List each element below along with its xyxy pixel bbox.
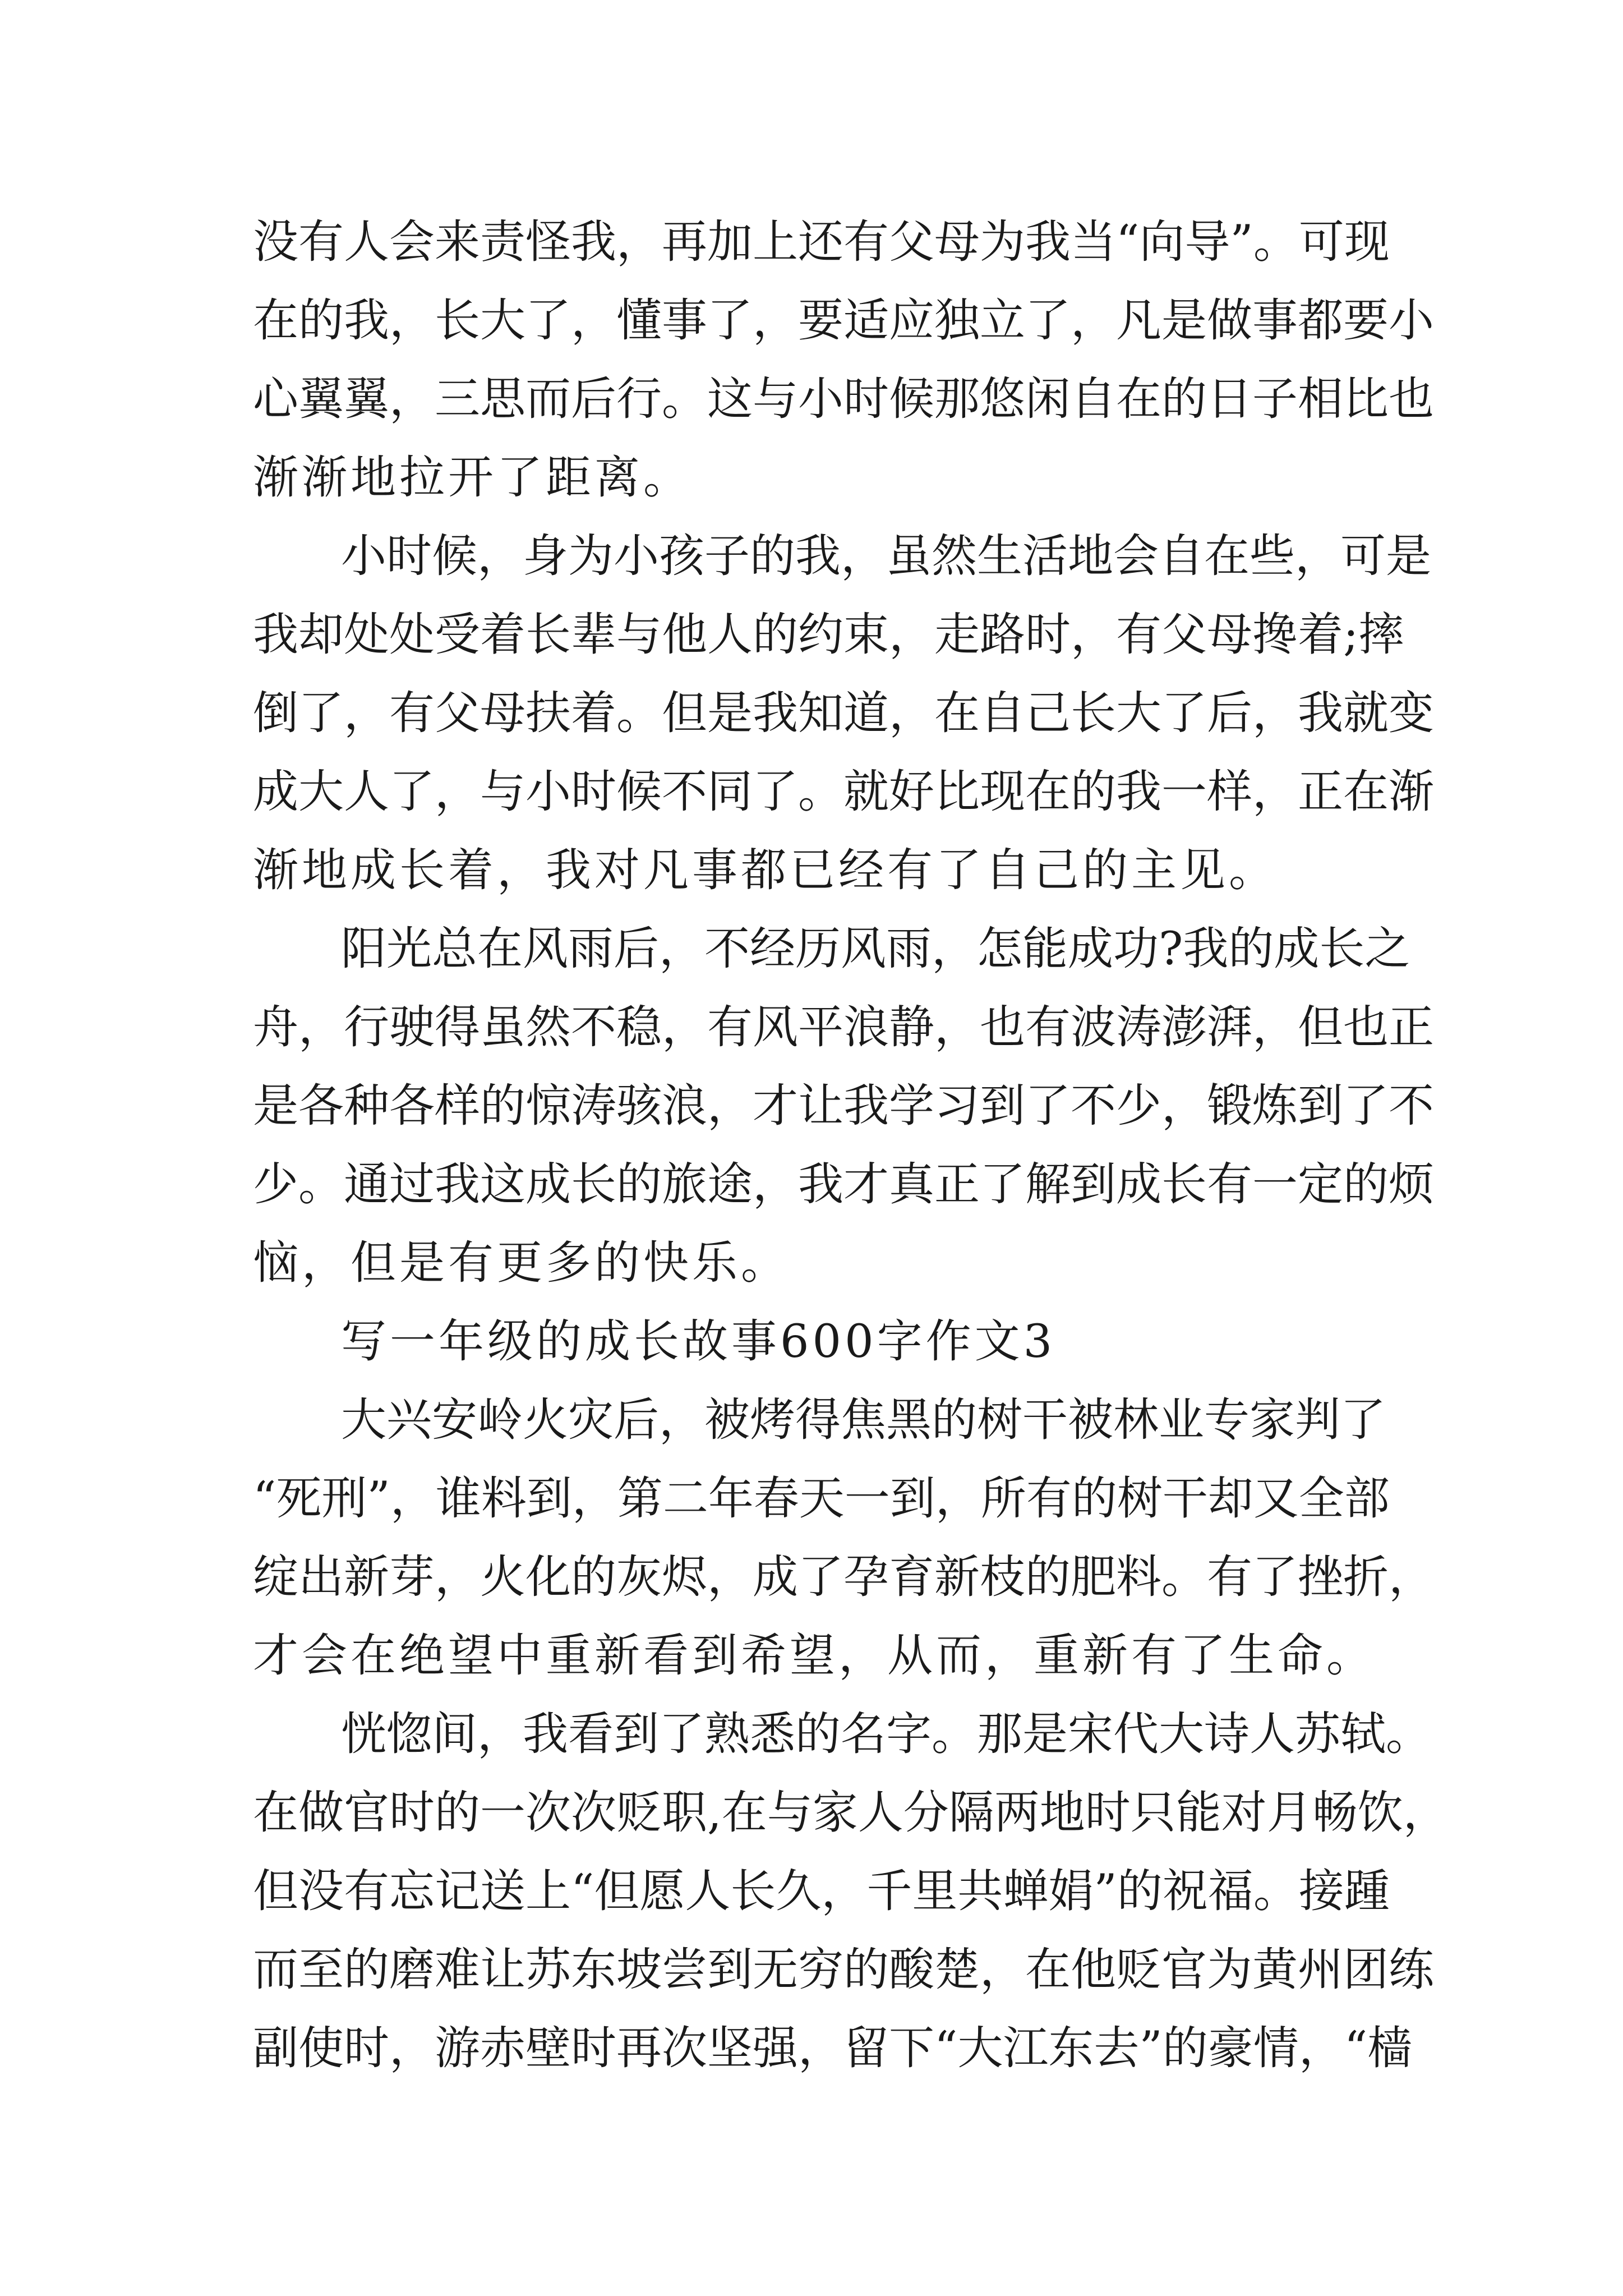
- paragraph-first-line: 恍惚间，我看到了熟悉的名字。那是宋代大诗人苏轼。: [341, 1708, 1432, 1761]
- text-line: 在做官时的一次次贬职,在与家人分隔两地时只能对月畅饮，: [253, 1787, 1449, 1839]
- text-line: “死刑”，谁料到，第二年春天一到，所有的树干却又全部: [253, 1473, 1390, 1525]
- text-line: 在的我，长大了，懂事了，要适应独立了，凡是做事都要小: [253, 295, 1435, 347]
- text-line: 才会在绝望中重新看到希望，从而，重新有了生命。: [253, 1630, 1376, 1682]
- text-line: 但没有忘记送上“但愿人长久，千里共蝉娟”的祝福。接踵: [253, 1865, 1390, 1918]
- text-line: 心翼翼，三思而后行。这与小时候那悠闲自在的日子相比也: [253, 373, 1435, 426]
- text-line: 没有人会来责怪我，再加上还有父母为我当“向导”。可现: [253, 216, 1390, 269]
- paragraph-first-line: 小时候，身为小孩子的我，虽然生活地会自在些，可是: [341, 530, 1432, 583]
- text-line: 舟，行驶得虽然不稳，有风平浪静，也有波涛澎湃，但也正: [253, 1001, 1435, 1054]
- text-line: 副使时，游赤壁时再次坚强，留下“大江东去”的豪情，“樯: [253, 2022, 1413, 2075]
- text-line: 倒了，有父母扶着。但是我知道，在自己长大了后，我就变: [253, 687, 1435, 740]
- text-line: 恼，但是有更多的快乐。: [253, 1237, 790, 1290]
- text-line: 绽出新芽，火化的灰烬，成了孕育新枝的肥料。有了挫折，: [253, 1551, 1435, 1604]
- section-heading: 写一年级的成长故事600字作文3: [341, 1315, 1056, 1368]
- paragraph-first-line: 阳光总在风雨后，不经历风雨，怎能成功?我的成长之: [341, 923, 1410, 976]
- text-line: 成大人了，与小时候不同了。就好比现在的我一样，正在渐: [253, 766, 1435, 818]
- text-line: 少。通过我这成长的旅途，我才真正了解到成长有一定的烦: [253, 1158, 1435, 1211]
- text-line: 是各种各样的惊涛骇浪，才让我学习到了不少，锻炼到了不: [253, 1080, 1435, 1133]
- text-line: 渐地成长着，我对凡事都已经有了自己的主见。: [253, 844, 1278, 897]
- paragraph-first-line: 大兴安岭火灾后，被烤得焦黑的树干被林业专家判了: [341, 1394, 1386, 1447]
- text-line: 渐渐地拉开了距离。: [253, 452, 693, 504]
- text-line: 我却处处受着长辈与他人的约束，走路时，有父母搀着;摔: [253, 609, 1404, 661]
- text-line: 而至的磨难让苏东坡尝到无穷的酸楚，在他贬官为黄州团练: [253, 1944, 1435, 1996]
